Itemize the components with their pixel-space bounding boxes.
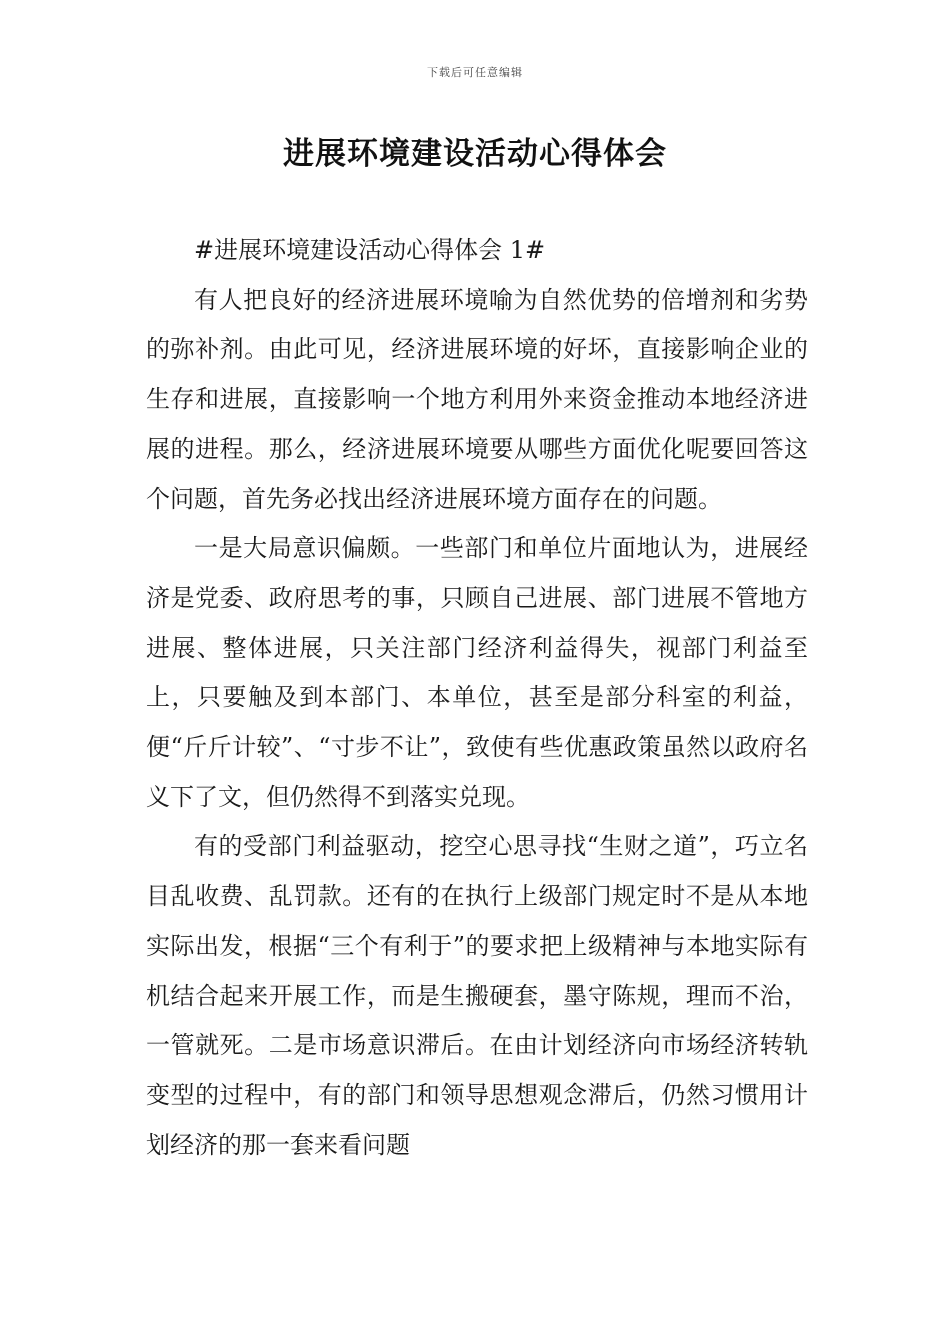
paragraph: 有人把良好的经济进展环境喻为自然优势的倍增剂和劣势的弥补剂。由此可见，经济进展环境的好坏，直接影响企业的生存和进展，直接影响一个地方利用外来资金推动本地经济进展的进程。那么，经济进展环境要从哪些方面优化呢要回答这个问题，首先务必找出经济进展环境方面存在的问题。: [146, 285, 808, 513]
paragraph: 有的受部门利益驱动，挖空心思寻找“生财之道”，巧立名目乱收费、乱罚款。还有的在执行上级部门规定时不是从本地实际出发，根据“三个有利于”的要求把上级精神与本地实际有机结合起来开展工作，而是生搬硬套，墨守陈规，理而不治，一管就死。二是市场意识滞后。在由计划经济向市场经济转轨变型的过程中，有的部门和领导思想观念滞后，仍然习惯用计划经济的那一套来看问题: [146, 832, 808, 1159]
paragraph: 一是大局意识偏颇。一些部门和单位片面地认为，进展经济是党委、政府思考的事，只顾自己进展、部门进展不管地方进展、整体进展，只关注部门经济利益得失，视部门利益至上，只要触及到本部门、本单位，甚至是部分科室的利益，便“斤斤计较”、“寸步不让”，致使有些优惠政策虽然以政府名义下了文，但仍然得不到落实兑现。: [146, 534, 808, 811]
document-title: 进展环境建设活动心得体会: [283, 136, 667, 172]
header-note: 下载后可任意编辑: [427, 66, 523, 79]
section-heading: #进展环境建设活动心得体会 1#: [194, 236, 546, 264]
document-body: [146, 226, 808, 1170]
